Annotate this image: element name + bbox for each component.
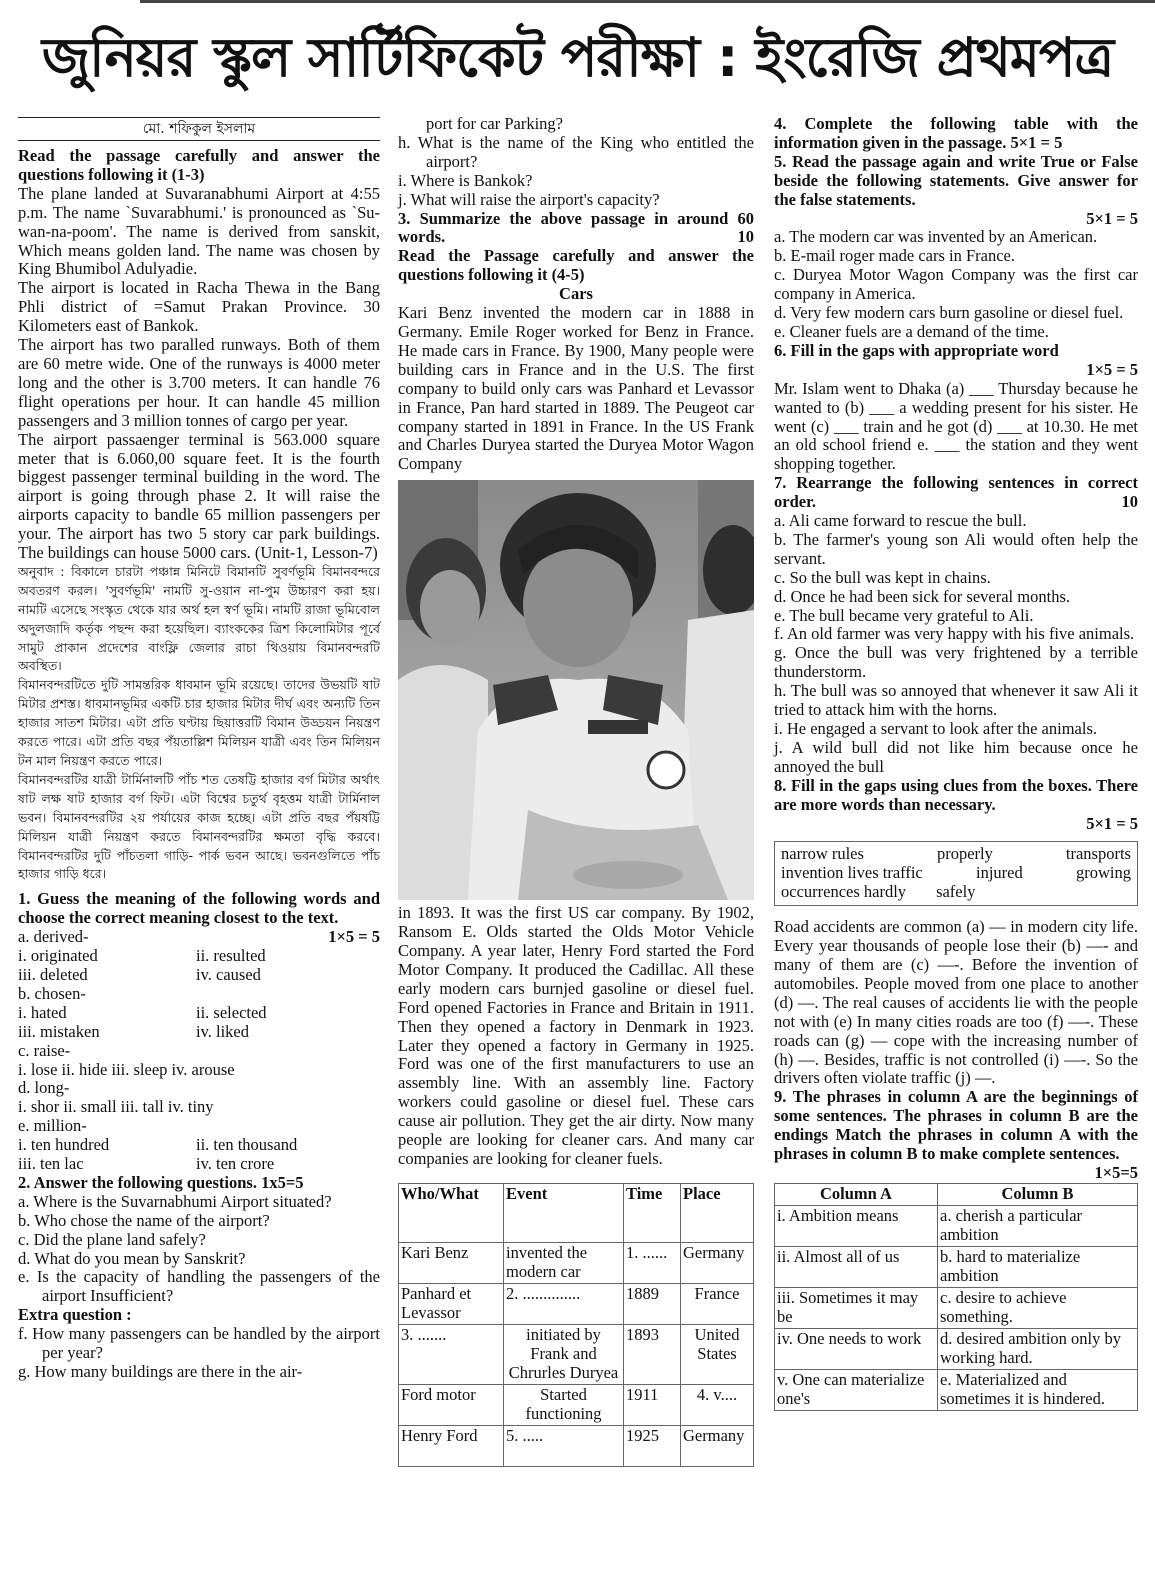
table-row [775,1246,1138,1287]
question-3-text: 3. Summarize the above passage in around 60 words. [398,208,754,247]
table-row [399,1384,754,1425]
passage-2-para-2: in 1893. It was the first US car company. By 1902, Ransom E. Olds started the Olds Motor Vehicle Company. A year later, Henry Ford started the Ford Motor Company. It produced the Cadillac. All these early modern cars burnjed gasoline or diesel fuel. Ford opened Factories in France and Britain in 1911. Then they opened a factory in Denmark in 1923. Later they opened a factory in Germany in 1925. Ford was one of the first manufacturers to use an assembly line. With an assembly line. Factory workers could gasoline or diesel fuel. These cars cause air pollution. They get the air dirty. Now many people are looking for cleaner cars. And many car companies are looking for cleaner fuels. [398,903,754,1168]
vocab-options-row [18,1155,380,1174]
passage-1-para-1: The plane landed at Suvaranabhumi Airport at 4:55 p.m. The name `Suvarabhumi.' is pronounced as `Su-wan-na-poom'. The name is derived from sanskit, Which means golden land. The name was chosen by King Bhumibol Adulyadie. [18,183,380,279]
passage-1-para-2: The airport is located in Racha Thewa in the Bang Phli district of =Samut Prakan Province. 30 Kilometers east of Bankok. [18,278,380,336]
vocab-options-row [18,1023,380,1042]
word-box-entry: narrow rules [781,844,864,864]
table-header: Place [681,1183,754,1242]
word-box-entry: growing [1076,863,1131,883]
table-row [399,1425,754,1466]
table-header: Event [504,1183,624,1242]
question-5-item: d. Very few modern cars burn gasoline or diesel fuel. [774,303,1124,323]
translation-para-3: বিমানবন্দরটির যাত্রী টার্মিনালটি পাঁচ শত তেষট্টি হাজার বর্গ মিটার অর্থাৎ ষাট লক্ষ ষাট হাজার বর্গ ফিট। এটা বিশ্বের চতুর্থ বৃহত্তম যাত্রী টার্মিনাল ভবন। বিমানবন্দরটির ২য় পর্যায়ের কাজ হচ্ছে। এটা প্রতি বছর পঁয়ষট্টি মিলিয়ন যাত্রী নিয়ন্ত্রণ করতে বিমানবন্দরটির ক্ষমতা বৃদ্ধি করবে। বিমানবন্দরটির দুটি পাঁচতলা গাড়ি- পার্ক ভবন আছে। ভবনগুলিতে পাঁচ হাজার গাড়ি ধরে। [18,771,380,882]
vocab-word: b. chosen- [18,983,86,1003]
question-7-item: b. The farmer's young son Ali would often help the servant. [774,529,1138,568]
question-3-marks: 10 [737,227,754,247]
question-4-heading: 4. Complete the following table with the information given in the passage. 5×1 = 5 [774,114,1138,152]
word-box-row [781,883,1131,902]
word-box-entry: occurrences hardly [781,882,907,902]
column-1 [18,115,380,1382]
vocab-option: iii. deleted [18,964,88,984]
question-7-item: f. An old farmer was very happy with his five animals. [774,624,1135,644]
vocab-word: a. derived- [18,927,89,947]
table-cell: iii. Sometimes it may be [775,1287,938,1328]
passage-2-para-1: Kari Benz invented the modern car in 1888 in Germany. Emile Roger worked for Benz in France. He made cars in France. By 1900, Many people were building cars in France and in the U.S. The first company to build only cars was Panhard et Levassor in France, Pan hard started in 1889. The Peugeot car company started in 1891 in France. In the US Frank and Charles Duryea started the Duryea Motor Wagon Company [398,303,754,474]
column-3 [774,115,1138,1411]
word-box-row [781,864,1131,883]
table-row [399,1242,754,1283]
vocab-options-line: i. shor ii. small iii. tall iv. tiny [18,1097,214,1117]
table-cell: 1911 [624,1384,681,1425]
question-9-heading: 9. The phrases in column A are the beginnings of some sentences. The phrases in column B are the endings Match the phrases in column A with the phrases in column B to make complete sentences. [774,1087,1138,1164]
question-6-marks: 1×5 = 5 [1086,359,1138,379]
event-table [398,1183,754,1467]
word-box-row [781,845,1131,864]
question-5-item: a. The modern car was invented by an American. [774,227,1098,247]
question-8-heading: 8. Fill in the gaps using clues from the boxes. There are more words than necessary. [774,775,1138,814]
table-cell: e. Materialized and sometimes it is hindered. [938,1369,1138,1410]
question-6-text: Mr. Islam went to Dhaka (a) ___ Thursday because he wanted to (b) ___ a wedding present for his sister. He went (c) ___ train and he got (d) ___ at 10.30. He met an old school friend e. ___ the station and they went shopping together. [774,378,1138,474]
word-box-entry: injured [976,863,1023,883]
table-cell: initiated by Frank and Chrurles Duryea [504,1324,624,1384]
question-2-heading: 2. Answer the following questions. 1x5=5 [18,1172,304,1192]
table-cell: 1893 [624,1324,681,1384]
vocab-options-row [18,966,380,985]
question-7-item: c. So the bull was kept in chains. [774,567,991,587]
question-7-item: j. A wild bull did not like him because once he annoyed the bull [774,737,1138,776]
question-5-item: b. E-mail roger made cars in France. [774,246,1015,266]
extra-question-item: g. How many buildings are there in the air- [18,1362,303,1381]
table-cell: Germany [681,1242,754,1283]
vocab-options-row [18,1136,380,1155]
vocab-option: iv. liked [196,1021,250,1041]
question-5-item: e. Cleaner fuels are a demand of the time. [774,321,1049,341]
question-7-item: h. The bull was so annoyed that whenever it saw Ali it tried to attack him with the horns. [774,681,1138,720]
word-box [774,841,1138,906]
student-photo-image [398,480,754,900]
vocab-option: ii. selected [196,1002,267,1022]
vocab-word: d. long- [18,1078,70,1098]
vocab-option: i. hated [18,1002,67,1022]
table-cell: v. One can materialize one's [775,1369,938,1410]
vocab-option: iv. ten crore [196,1154,275,1174]
question-2-item: b. Who chose the name of the airport? [18,1210,270,1230]
question-1-text: 1. Guess the meaning of the following words and choose the correct meaning closest to the text. [18,889,380,928]
passage-1-para-3: The airport has two paralled runways. Both of them are 60 metre wide. One of the runways is 4000 meter long and the other is 3.700 meters. It can handle 76 flight operations per hour. It can handle 45 million passengers and 3 million tonnes of cargo per year. [18,335,380,430]
question-2-item: c. Did the plane land safely? [18,1229,206,1249]
word-box-entry: safely [936,882,976,902]
table-header: Column A [775,1183,938,1205]
table-header-row [775,1183,1138,1205]
table-row [775,1369,1138,1410]
vocab-option: iii. mistaken [18,1021,100,1041]
question-1-marks: 1×5 = 5 [328,927,380,947]
table-row [775,1287,1138,1328]
table-cell: Kari Benz [399,1242,504,1283]
word-box-entry: transports [1065,844,1131,864]
column-2 [398,115,754,1467]
table-cell: iv. One needs to work [775,1328,938,1369]
table-row [399,1283,754,1324]
table-cell: invented the modern car [504,1242,624,1283]
passage-2-title: Cars [559,284,593,304]
vocab-option: iii. ten lac [18,1154,84,1174]
question-6-heading: 6. Fill in the gaps with appropriate word [774,340,1059,360]
question-7-text: 7. Rearrange the following sentences in correct order. [774,473,1138,512]
table-cell: Started functioning [504,1384,624,1425]
table-cell: United States [681,1324,754,1384]
table-cell: b. hard to materialize ambition [938,1246,1138,1287]
vocab-options-row [18,947,380,966]
question-1-items [18,928,380,1174]
student-photo [398,480,754,900]
table-header: Column B [938,1183,1138,1205]
vocab-option: iv. caused [196,964,261,984]
matching-table [774,1183,1138,1411]
extra-question-item: f. How many passengers can be handled by the airport per year? [18,1324,380,1363]
page-headline: জুনিয়র স্কুল সার্টিফিকেট পরীক্ষা : ইংরেজি প্রথমপত্র [41,26,1114,89]
vocab-word: c. raise- [18,1040,71,1060]
table-row [775,1328,1138,1369]
question-3-heading [398,210,754,248]
question-item: i. Where is Bankok? [398,170,533,190]
vocab-options-line: i. lose ii. hide iii. sleep iv. arouse [18,1059,235,1079]
vocab-option: ii. resulted [196,946,266,966]
table-header: Who/What [399,1183,504,1242]
author-byline: মো. শফিকুল ইসলাম [18,117,380,141]
question-item: j. What will raise the airport's capacity? [398,189,660,209]
question-5-heading: 5. Read the passage again and write True or False beside the following statements. Give answer for the false statements. [774,151,1138,209]
question-7-heading [774,474,1138,512]
table-cell: a. cherish a particular ambition [938,1205,1138,1246]
vocab-option: i. ten hundred [18,1135,110,1155]
table-row [399,1324,754,1384]
table-cell: c. desire to achieve something. [938,1287,1138,1328]
translation-para-1: অনুবাদ : বিকালে চারটা পঞ্চান্ন মিনিটে বিমানটি সুবর্ণভূমি বিমানবন্দরে অবতরণ করল। 'সুবর্ণভূমি' নামটি সু-ওয়ান না-পুম উচ্চারণ করা হয়। নামটি এসেছে সংস্কৃত থেকে যার অর্থ হল স্বর্ণ ভূমি। নামটি রাজা ভূমিবোল অদুলজাদি কর্তৃক পছন্দ করা হয়েছিল। ব্যাংককের ত্রিশ কিলোমিটার পূর্বে সামুট প্রাকান প্রদেশের বাংফ্লি জেলার রাচা থিওয়ায় বিমানবন্দরটি অবস্থিত। [18,563,380,674]
question-9-marks: 1×5=5 [1094,1162,1138,1182]
table-cell: ii. Almost all of us [775,1246,938,1287]
question-7-item: g. Once the bull was very frightened by a terrible thunderstorm. [774,643,1138,682]
question-8-text: Road accidents are common (a) — in modern city life. Every year thousands of people lose their (b) —- and many of them are (c) —-. Before the invention of automobiles. People moved from one place to another (d) —. The real causes of accidents lie with the people not with (e) In many cities roads are too (f) —-. These roads can (g) — cope with the increasing number of (h) —. Besides, traffic is not controlled (i) —-. So the drivers often violate traffic (j) —. [774,917,1138,1088]
vocab-option: ii. ten thousand [196,1135,298,1155]
table-row [775,1205,1138,1246]
vocab-word: e. million- [18,1116,87,1136]
table-cell: 1889 [624,1283,681,1324]
vocab-option: i. originated [18,946,98,966]
table-header: Time [624,1183,681,1242]
question-2-item: d. What do you mean by Sanskrit? [18,1248,246,1268]
question-2-item: e. Is the capacity of handling the passengers of the airport Insufficient? [18,1267,380,1306]
extra-question-heading: Extra question : [18,1305,132,1325]
question-8-marks: 5×1 = 5 [1086,813,1138,833]
question-2-item: a. Where is the Suvarnabhumi Airport situated? [18,1191,332,1211]
word-box-entry: invention lives traffic [781,863,923,883]
table-cell: Panhard et Levassor [399,1283,504,1324]
table-cell: France [681,1283,754,1324]
table-cell: d. desired ambition only by working hard. [938,1328,1138,1369]
passage-2-heading: Read the Passage carefully and answer the questions following it (4-5) [398,246,754,285]
question-7-item: a. Ali came forward to rescue the bull. [774,511,1027,531]
translation-para-2: বিমানবন্দরটিতে দুটি সামন্তরিক ধাবমান ভূমি রয়েছে। তাদের উভয়টি ষাট মিটার প্রশস্ত। ধাবমানভূমির একটি চার হাজার মিটার দীর্ঘ এবং অন্যটি তিন হাজার সাতশ মিটার। এটা প্রতি ঘণ্টায় ছিয়াত্তরটি বিমান উড্ডয়ন নিয়ন্ত্রণ করতে পারে। এটা প্রতি বছর পঁয়তাল্লিশ মিলিয়ন যাত্রী এবং তিন মিলিয়ন টন মাল নিয়ন্ত্রণ করতে পারে। [18,677,380,768]
table-cell: i. Ambition means [775,1205,938,1246]
question-7-item: e. The bull became very grateful to Ali. [774,605,1034,625]
table-cell: Germany [681,1425,754,1466]
table-cell: 1925 [624,1425,681,1466]
top-rule [140,0,1155,3]
table-cell: Ford motor [399,1384,504,1425]
table-cell: 5. ..... [504,1425,624,1466]
question-7-item: i. He engaged a servant to look after the animals. [774,719,1098,738]
table-cell: 2. .............. [504,1283,624,1324]
table-cell: 4. v.... [681,1384,754,1425]
passage-1-heading: Read the passage carefully and answer the questions following it (1-3) [18,146,380,184]
table-cell: 1. ...... [624,1242,681,1283]
question-item: h. What is the name of the King who entitled the airport? [398,132,754,171]
question-5-marks: 5×1 = 5 [1086,208,1138,228]
vocab-options-row [18,1004,380,1023]
question-7-item: d. Once he had been sick for several months. [774,586,1070,606]
word-box-entry: properly [936,844,993,864]
table-header-row [399,1183,754,1242]
table-cell: 3. ....... [399,1324,504,1384]
question-5-item: c. Duryea Motor Wagon Company was the first car company in America. [774,265,1138,304]
table-cell: Henry Ford [399,1425,504,1466]
passage-1-para-4: The airport passaenger terminal is 563.000 square meter that is 6.060,00 square feet. It is the fourth biggest passenger terminal building in the word. The airport is going through phase 2. It will raise the airports capacity to bandle 65 million passengers per your. The airport has two 5 story car park buildings. The buildings can house 5000 cars. (Unit-1, Lesson-7) [18,429,380,563]
question-7-marks: 10 [1121,492,1138,512]
question-continued: port for car Parking? [426,114,563,133]
